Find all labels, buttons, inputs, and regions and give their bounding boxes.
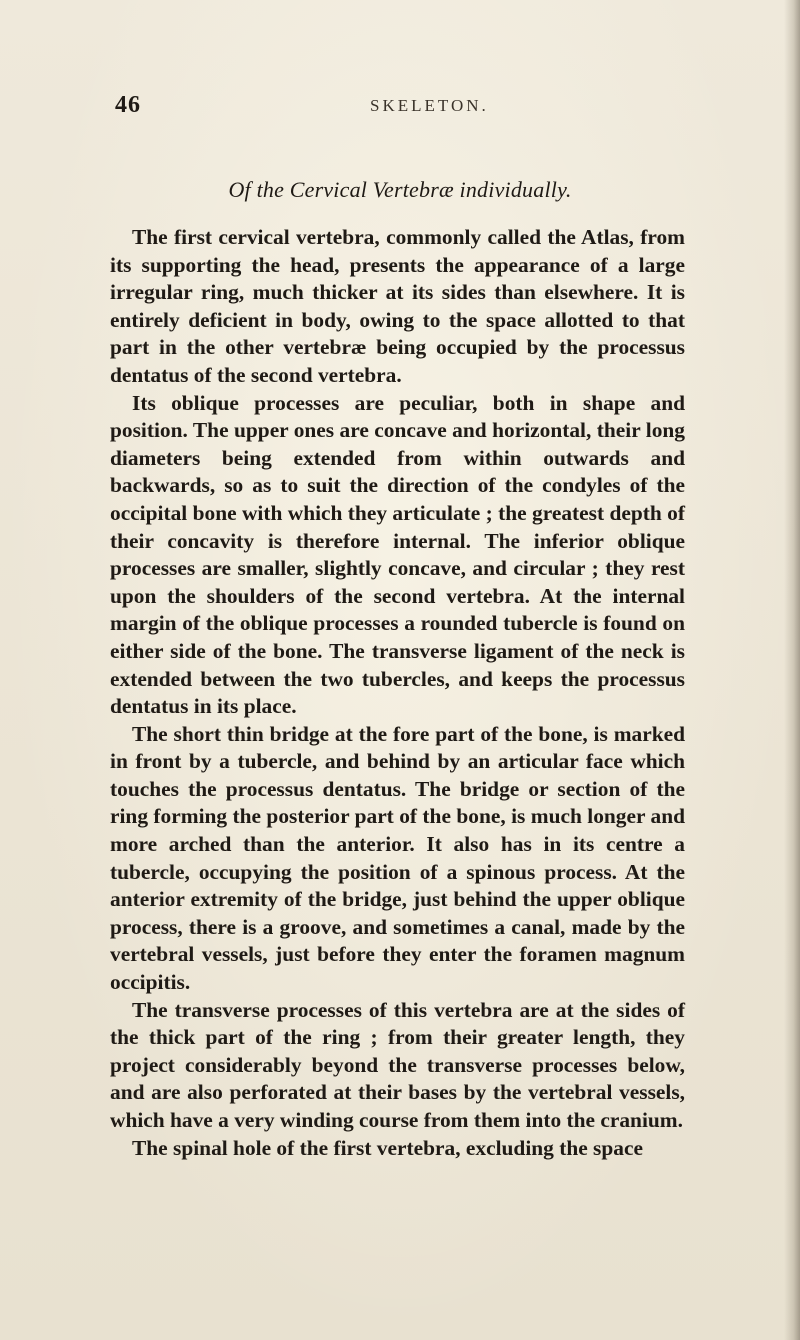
running-head: SKELETON. — [370, 96, 489, 115]
page-number: 46 — [115, 92, 141, 118]
paragraph: The transverse processes of this vertebra are at the sides of the thick part of the ring ; from their greater length, they project considerably beyond the transverse processes below, and are also perforated at their bases by the vertebral vessels, which have a very winding course from them into the cranium. — [110, 997, 685, 1132]
paragraph: The first cervical vertebra, commonly called the Atlas, from its supporting the head, presents the appearance of a large irregular ring, much thicker at its sides than elsewhere. It is entirely deficient in body, owing to the space allotted to that part in the other vertebræ being occupied by the processus dentatus of the second vertebra. — [110, 225, 685, 387]
paragraph: The spinal hole of the first vertebra, excluding the space — [132, 1135, 643, 1160]
page-edge-shadow — [784, 0, 800, 1340]
section-title: Of the Cervical Vertebræ individually. — [228, 177, 572, 202]
paragraph: The short thin bridge at the fore part of the bone, is marked in front by a tubercle, and behind by an articular face which touches the processus dentatus. The bridge or section of the ring forming the posterior part of the bone, is much longer and more arched than the anterior. It also has in its centre a tubercle, occupying the position of a spinous process. At the anterior extremity of the bridge, just behind the upper oblique process, there is a groove, and sometimes a canal, made by the vertebral vessels, just before they enter the foramen magnum occipitis. — [110, 721, 685, 995]
page-header — [115, 92, 675, 122]
paragraph: Its oblique processes are peculiar, both in shape and position. The upper ones are concave and horizontal, their long diameters being extended from within outwards and backwards, so as to suit the direction of the condyles of the occipital bone with which they articulate ; the greatest depth of their concavity is therefore internal. The inferior oblique processes are smaller, slightly concave, and circular ; they rest upon the shoulders of the second vertebra. At the internal margin of the oblique processes a rounded tubercle is found on either side of the bone. The transverse ligament of the neck is extended between the two tubercles, and keeps the processus dentatus in its place. — [110, 390, 685, 719]
body-text — [110, 224, 685, 1162]
